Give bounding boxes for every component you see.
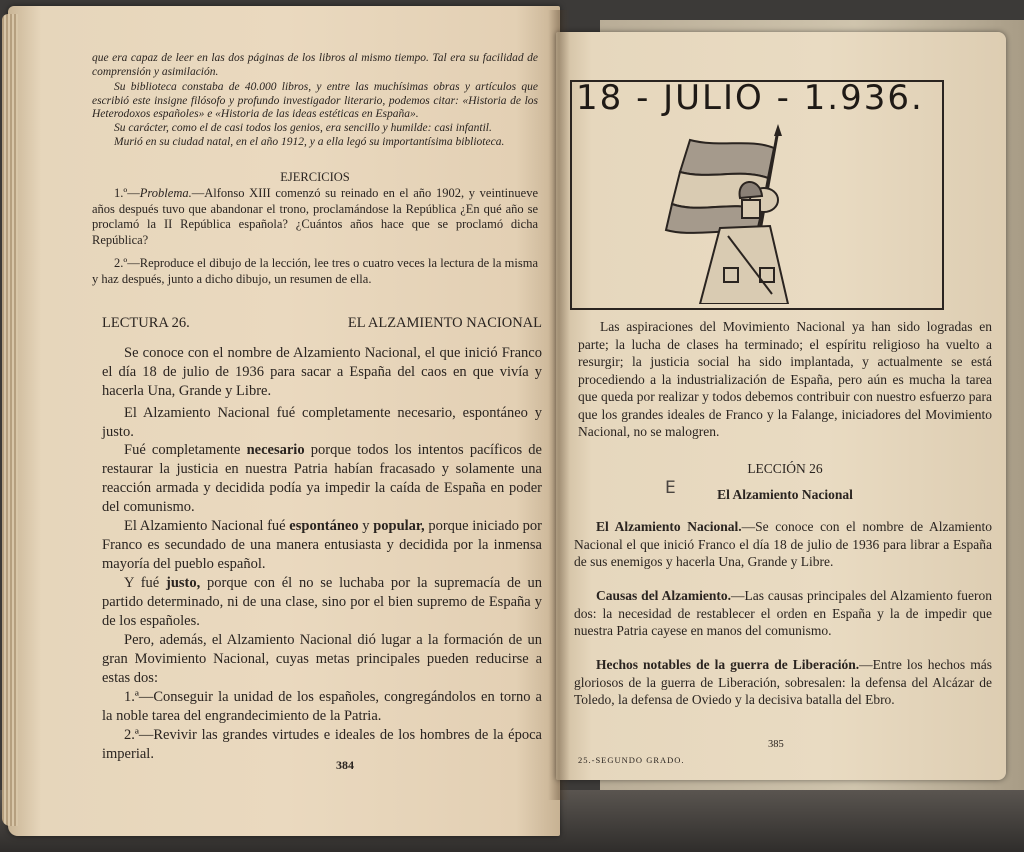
left-page-edges bbox=[2, 14, 18, 826]
summary-2-heading: Causas del Alzamiento. bbox=[596, 588, 731, 603]
ejercicio-1-text: —Alfonso XIII comenzó su reinado en el año 1902, y veintinueve años después tuvo que abandonar el trono, proclamándose la República ¿En qué año se proclamó la II República española? ¿Cuántos años hace que se proclamó dicha República? bbox=[92, 186, 538, 247]
p3-c: porque todos los intentos pacíficos de restaurar la justicia en nuestra Patria habían fracasado y solamente una reacción armada y decidida podía ya impedir la caída de España en poder del comunismo. bbox=[102, 442, 542, 515]
lectura-paragraph-2: El Alzamiento Nacional fué completamente necesario, espontáneo y justo. bbox=[102, 405, 542, 440]
lectura-paragraph-6: Pero, además, el Alzamiento Nacional dió lugar a la formación de un gran Movimiento Nacional, cuyas metas principales pueden reducirse a estas dos: bbox=[102, 632, 542, 686]
leccion-label: LECCIÓN 26 bbox=[747, 461, 823, 476]
intro-line-3: Su carácter, como el de casi todos los genios, era sencillo y humilde: casi infantil. bbox=[114, 122, 492, 134]
intro-line-4: Murió en su ciudad natal, en el año 1912, y a ella legó su importantísima biblioteca. bbox=[114, 136, 505, 148]
p4-bold-2: popular, bbox=[373, 518, 425, 534]
summary-1-heading: El Alzamiento Nacional. bbox=[596, 519, 742, 534]
ejercicios-title: EJERCICIOS bbox=[280, 170, 350, 184]
soldier-flag-illustration bbox=[660, 118, 830, 304]
lectura-paragraph-1: Se conoce con el nombre de Alzamiento Nacional, el que inició Franco el día 18 de julio de 1936 para sacar a España del caos en que vivía y hacerla Una, Grande y Libre. bbox=[102, 345, 542, 399]
summary-3-text: —Entre los hechos más gloriosos de la guerra de Liberación, sobresalen: la defensa del Alcázar de Toledo, la defensa de Oviedo y la decisiva batalla del Ebro. bbox=[574, 657, 992, 707]
right-paragraph-1: Las aspiraciones del Movimiento Nacional ya han sido logradas en parte; la lucha de clases ha terminado; el espíritu religioso ha vuelto a resurgir; la justicia social ha sido implantada, y actualmente se está procediendo a la industrialización de España, pero aún es mucha la tarea que queda por realizar y todos debemos contribuir con nuestro esfuerzo para que los grandes ideales de Franco y la Falange, iniciadores del Movimiento Nacional, no se malogren. bbox=[578, 319, 992, 439]
ejercicio-1 bbox=[92, 186, 538, 248]
p4-a: El Alzamiento Nacional fué bbox=[124, 518, 290, 534]
lectura-title: EL ALZAMIENTO NACIONAL bbox=[347, 315, 542, 331]
printer-signature: 25.-SEGUNDO GRADO. bbox=[578, 755, 685, 765]
lectura-label: LECTURA 26. bbox=[102, 315, 190, 331]
leccion-title: El Alzamiento Nacional bbox=[717, 487, 853, 502]
p3-a: Fué completamente bbox=[124, 442, 247, 458]
lectura-heading bbox=[102, 314, 542, 333]
p5-bold: justo, bbox=[165, 575, 201, 591]
lectura-paragraph-5 bbox=[102, 574, 542, 631]
right-page-number: 385 bbox=[768, 739, 784, 750]
p4-bold-1: espontáneo bbox=[289, 518, 359, 534]
summary-section-3 bbox=[574, 656, 992, 709]
illustration-title: 18 - JULIO - 1.936. bbox=[576, 78, 924, 118]
p5-c: porque con él no se luchaba por la supremacía de un partido determinado, ni de una clase, sino por el bien supremo de España y de los españoles. bbox=[102, 575, 542, 629]
summary-1-text: —Se conoce con el nombre de Alzamiento Nacional el que inició Franco el día 18 de julio de 1936 para librar a España de sus enemigos y hacerla Una, Grande y Libre. bbox=[574, 519, 992, 569]
lectura-paragraph-4 bbox=[102, 517, 542, 574]
lectura-paragraph-8: 2.ª—Revivir las grandes virtudes e ideales de los hombres de la época imperial. bbox=[102, 727, 542, 762]
summary-section-1 bbox=[574, 518, 992, 571]
ejercicio-2: 2.º—Reproduce el dibujo de la lección, lee tres o cuatro veces la lectura de la misma y haz después, junto a dicho dibujo, un resumen de ella. bbox=[92, 256, 538, 286]
lectura-paragraph-3 bbox=[102, 441, 542, 517]
p3-bold: necesario bbox=[246, 442, 305, 458]
p4-c: y bbox=[358, 518, 374, 534]
intro-line-2: Su biblioteca constaba de 40.000 libros, y entre las muchísimas obras y artículos que escribió este insigne filósofo y profundo investigador literario, podemos citar: «Historia de los Heterodoxos españoles» e «Historia de las ideas estéticas en España». bbox=[92, 81, 538, 120]
ejercicio-1-label: Problema. bbox=[139, 186, 192, 200]
intro-line-1: que era capaz de leer en las dos páginas de los libros al mismo tiempo. Tal era su facilidad de comprensión y asimilación. bbox=[92, 52, 538, 78]
left-page-number: 384 bbox=[336, 758, 354, 772]
summary-section-2 bbox=[574, 587, 992, 640]
p4-e: porque iniciado por Franco es secundado de una manera entusiasta y decidida por la inmensa mayoría del pueblo español. bbox=[102, 518, 542, 572]
p5-a: Y fué bbox=[124, 575, 166, 591]
ejercicio-1-prefix: 1.º— bbox=[114, 186, 140, 200]
book-gutter bbox=[548, 10, 570, 800]
summary-2-text: —Las causas principales del Alzamiento fueron dos: la necesidad de restablecer el orden en España y la de impedir que nuestra Patria cayese en manos del comunismo. bbox=[574, 588, 992, 638]
lectura-paragraph-7: 1.ª—Conseguir la unidad de los españoles, congregándolos en torno a la noble tarea del engrandecimiento de la Patria. bbox=[102, 689, 542, 724]
handwritten-mark: E bbox=[665, 478, 676, 498]
summary-3-heading: Hechos notables de la guerra de Liberación. bbox=[596, 657, 860, 672]
